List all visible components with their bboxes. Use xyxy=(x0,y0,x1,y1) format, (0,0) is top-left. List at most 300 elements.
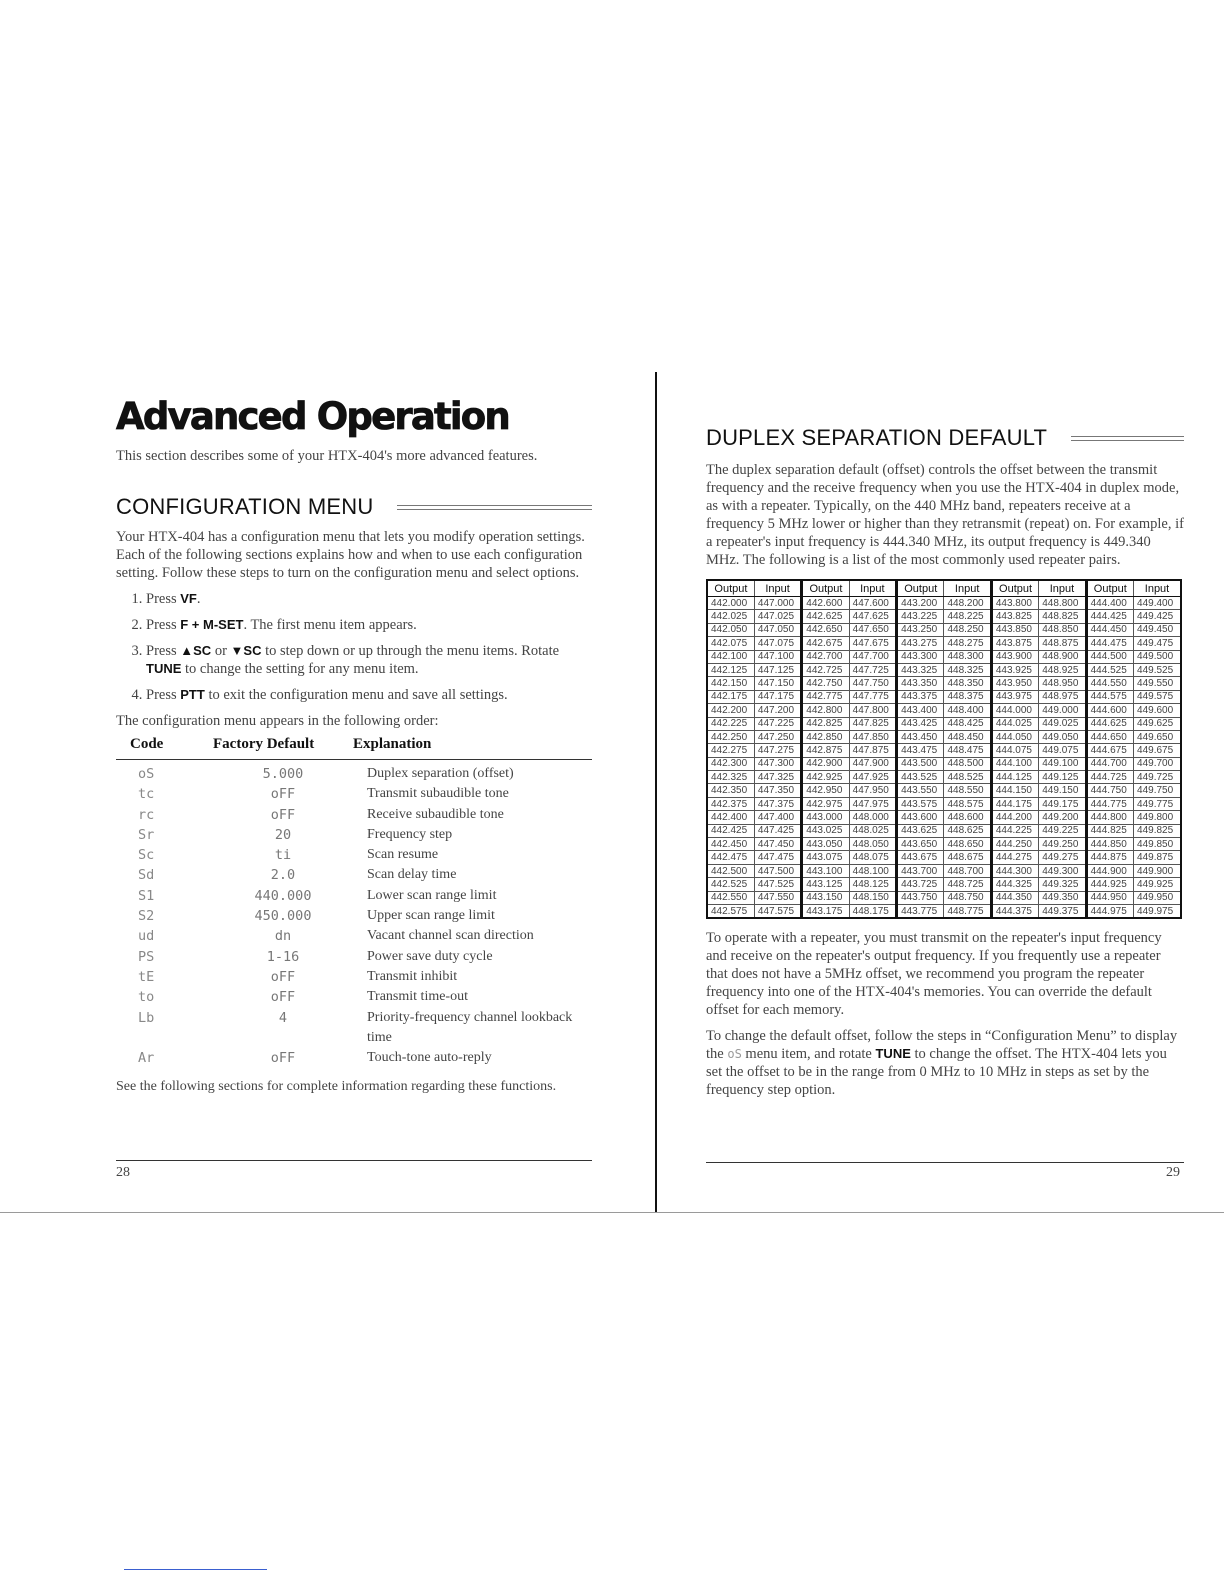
output-freq: 444.775 xyxy=(1086,797,1133,810)
output-freq: 443.500 xyxy=(897,757,944,770)
input-freq: 448.625 xyxy=(944,824,991,837)
input-freq: 448.400 xyxy=(944,704,991,717)
output-freq: 442.175 xyxy=(707,690,754,703)
output-freq: 443.725 xyxy=(897,878,944,891)
output-freq: 444.925 xyxy=(1086,878,1133,891)
step-1: 1. Press VF. xyxy=(146,590,592,608)
output-freq: 442.325 xyxy=(707,771,754,784)
output-freq: 442.725 xyxy=(802,663,849,676)
config-row xyxy=(116,906,592,926)
config-code: to xyxy=(138,989,155,1006)
page-number-right: 29 xyxy=(1166,1165,1180,1180)
input-freq: 447.375 xyxy=(754,797,801,810)
input-freq: 447.100 xyxy=(754,650,801,663)
freq-row xyxy=(707,677,1181,690)
freq-row xyxy=(707,838,1181,851)
input-header: Input xyxy=(1134,580,1181,597)
output-freq: 442.675 xyxy=(802,637,849,650)
input-freq: 449.350 xyxy=(1039,891,1086,904)
input-freq: 448.575 xyxy=(944,797,991,810)
output-freq: 442.575 xyxy=(707,904,754,918)
input-freq: 449.175 xyxy=(1039,797,1086,810)
output-freq: 442.750 xyxy=(802,677,849,690)
output-freq: 444.450 xyxy=(1086,623,1133,636)
output-freq: 442.600 xyxy=(802,597,849,610)
config-explanation: Upper scan range limit xyxy=(367,908,495,924)
heading-rule xyxy=(397,505,592,510)
config-row xyxy=(116,805,592,825)
key-tune-inline: TUNE xyxy=(875,1046,911,1062)
freq-row xyxy=(707,878,1181,891)
output-freq: 443.050 xyxy=(802,838,849,851)
config-explanation: Transmit subaudible tone xyxy=(367,786,509,802)
input-freq: 448.125 xyxy=(849,878,896,891)
output-freq: 443.325 xyxy=(897,663,944,676)
config-row xyxy=(116,886,592,906)
freq-row xyxy=(707,610,1181,623)
output-freq: 444.000 xyxy=(991,704,1038,717)
output-freq: 444.575 xyxy=(1086,690,1133,703)
input-freq: 447.575 xyxy=(754,904,801,918)
input-freq: 448.425 xyxy=(944,717,991,730)
input-freq: 448.975 xyxy=(1039,690,1086,703)
input-freq: 447.000 xyxy=(754,597,801,610)
output-freq: 442.900 xyxy=(802,757,849,770)
config-row xyxy=(116,760,592,785)
input-freq: 449.025 xyxy=(1039,717,1086,730)
output-freq: 442.700 xyxy=(802,650,849,663)
inline-code: oS xyxy=(727,1047,742,1062)
freq-row xyxy=(707,704,1181,717)
input-freq: 447.825 xyxy=(849,717,896,730)
output-freq: 443.625 xyxy=(897,824,944,837)
input-freq: 449.275 xyxy=(1039,851,1086,864)
config-explanation: Frequency step xyxy=(367,826,453,842)
input-freq: 447.525 xyxy=(754,878,801,891)
output-freq: 443.250 xyxy=(897,623,944,636)
output-freq: 444.025 xyxy=(991,717,1038,730)
config-code: tc xyxy=(138,786,155,803)
output-freq: 442.075 xyxy=(707,637,754,650)
input-freq: 449.525 xyxy=(1134,663,1181,676)
input-freq: 449.625 xyxy=(1134,717,1181,730)
output-freq: 442.425 xyxy=(707,824,754,837)
output-freq: 443.950 xyxy=(991,677,1038,690)
config-explanation: Scan delay time xyxy=(367,867,457,883)
freq-row xyxy=(707,891,1181,904)
output-freq: 442.825 xyxy=(802,717,849,730)
input-freq: 447.850 xyxy=(849,730,896,743)
config-explanation: Transmit time-out xyxy=(367,989,468,1005)
config-row xyxy=(116,926,592,946)
input-freq: 448.800 xyxy=(1039,597,1086,610)
order-text: The configuration menu appears in the following order: xyxy=(116,713,439,729)
col-default: Factory Default xyxy=(213,736,353,760)
config-code: ud xyxy=(138,928,155,945)
input-freq: 449.375 xyxy=(1039,904,1086,918)
input-header: Input xyxy=(1039,580,1086,597)
config-row xyxy=(116,987,592,1007)
duplex-heading xyxy=(706,425,1184,451)
config-default: 20 xyxy=(274,826,292,843)
output-freq: 444.075 xyxy=(991,744,1038,757)
output-freq: 443.275 xyxy=(897,637,944,650)
output-freq: 444.325 xyxy=(991,878,1038,891)
config-row xyxy=(116,1008,592,1048)
output-header: Output xyxy=(991,580,1038,597)
output-freq: 442.975 xyxy=(802,797,849,810)
input-freq: 448.200 xyxy=(944,597,991,610)
output-freq: 443.750 xyxy=(897,891,944,904)
freq-row xyxy=(707,717,1181,730)
input-freq: 448.475 xyxy=(944,744,991,757)
input-freq: 448.225 xyxy=(944,610,991,623)
step-2: 2. Press F + M-SET. The first menu item appears. xyxy=(146,616,592,634)
input-freq: 447.675 xyxy=(849,637,896,650)
config-code: Sr xyxy=(138,826,155,843)
output-freq: 443.900 xyxy=(991,650,1038,663)
config-row xyxy=(116,845,592,865)
output-freq: 443.850 xyxy=(991,623,1038,636)
input-freq: 448.550 xyxy=(944,784,991,797)
output-freq: 443.400 xyxy=(897,704,944,717)
freq-row xyxy=(707,663,1181,676)
input-freq: 449.075 xyxy=(1039,744,1086,757)
input-freq: 449.775 xyxy=(1134,797,1181,810)
output-freq: 442.650 xyxy=(802,623,849,636)
step-4: 4. Press PTT to exit the configuration menu and save all settings. xyxy=(146,686,592,704)
input-freq: 447.500 xyxy=(754,864,801,877)
input-freq: 448.875 xyxy=(1039,637,1086,650)
input-freq: 449.875 xyxy=(1134,851,1181,864)
input-freq: 448.025 xyxy=(849,824,896,837)
key-ptt: PTT xyxy=(180,687,205,702)
spread-bottom-edge xyxy=(0,1212,1224,1213)
output-freq: 444.275 xyxy=(991,851,1038,864)
output-freq: 443.550 xyxy=(897,784,944,797)
freq-row xyxy=(707,797,1181,810)
input-freq: 449.675 xyxy=(1134,744,1181,757)
config-default: 5.000 xyxy=(262,766,304,782)
blue-underline xyxy=(124,1569,267,1570)
input-freq: 448.600 xyxy=(944,811,991,824)
output-freq: 442.475 xyxy=(707,851,754,864)
freq-row xyxy=(707,864,1181,877)
output-header: Output xyxy=(802,580,849,597)
config-default: oFF xyxy=(270,968,296,985)
config-explanation: Receive subaudible tone xyxy=(367,806,504,822)
input-freq: 448.525 xyxy=(944,771,991,784)
output-header: Output xyxy=(1086,580,1133,597)
output-freq: 444.800 xyxy=(1086,811,1133,824)
config-code: PS xyxy=(138,948,155,965)
freq-row xyxy=(707,784,1181,797)
key-f-mset: F + M-SET xyxy=(180,617,244,632)
output-freq: 444.150 xyxy=(991,784,1038,797)
section-intro: Your HTX-404 has a configuration menu that lets you modify operation settings. Each of the following sections explains how and when to use each configuration setting. Follow these steps to turn on the configuration menu and select options. xyxy=(116,529,585,581)
output-freq: 443.150 xyxy=(802,891,849,904)
col-code: Code xyxy=(116,736,213,760)
config-default: dn xyxy=(274,928,292,945)
output-freq: 444.050 xyxy=(991,730,1038,743)
input-freq: 447.025 xyxy=(754,610,801,623)
input-freq: 449.700 xyxy=(1134,757,1181,770)
input-freq: 448.275 xyxy=(944,637,991,650)
config-row xyxy=(116,865,592,885)
output-freq: 444.900 xyxy=(1086,864,1133,877)
input-freq: 447.975 xyxy=(849,797,896,810)
config-row xyxy=(116,784,592,804)
output-freq: 443.450 xyxy=(897,730,944,743)
input-freq: 447.125 xyxy=(754,663,801,676)
config-explanation: Transmit inhibit xyxy=(367,968,458,984)
freq-row xyxy=(707,597,1181,610)
output-freq: 444.425 xyxy=(1086,610,1133,623)
config-row xyxy=(116,967,592,987)
config-table xyxy=(116,736,592,1068)
input-freq: 447.250 xyxy=(754,730,801,743)
input-freq: 449.100 xyxy=(1039,757,1086,770)
input-freq: 448.000 xyxy=(849,811,896,824)
config-code: S2 xyxy=(138,908,155,925)
input-freq: 449.325 xyxy=(1039,878,1086,891)
page-number-left: 28 xyxy=(116,1165,130,1180)
output-freq: 444.200 xyxy=(991,811,1038,824)
input-freq: 447.425 xyxy=(754,824,801,837)
right-page xyxy=(706,425,1184,1099)
output-freq: 442.800 xyxy=(802,704,849,717)
config-default: ti xyxy=(274,847,292,864)
config-explanation: Duplex separation (offset) xyxy=(367,766,514,781)
input-freq: 448.925 xyxy=(1039,663,1086,676)
output-header: Output xyxy=(897,580,944,597)
config-default: 450.000 xyxy=(254,908,312,925)
output-freq: 443.675 xyxy=(897,851,944,864)
output-freq: 444.650 xyxy=(1086,730,1133,743)
freq-row xyxy=(707,904,1181,918)
output-freq: 442.500 xyxy=(707,864,754,877)
freq-row xyxy=(707,623,1181,636)
input-header: Input xyxy=(849,580,896,597)
page-title: Advanced Operation xyxy=(116,395,509,438)
output-freq: 443.025 xyxy=(802,824,849,837)
output-freq: 444.950 xyxy=(1086,891,1133,904)
config-default: 2.0 xyxy=(270,867,296,884)
output-freq: 444.225 xyxy=(991,824,1038,837)
output-freq: 444.825 xyxy=(1086,824,1133,837)
output-freq: 442.625 xyxy=(802,610,849,623)
output-freq: 442.400 xyxy=(707,811,754,824)
repeater-pairs-table xyxy=(706,579,1182,919)
config-menu-heading xyxy=(116,494,592,520)
output-freq: 444.600 xyxy=(1086,704,1133,717)
freq-row xyxy=(707,811,1181,824)
input-freq: 449.425 xyxy=(1134,610,1181,623)
input-freq: 448.825 xyxy=(1039,610,1086,623)
section-title-right: DUPLEX SEPARATION DEFAULT xyxy=(706,425,1048,450)
output-freq: 444.125 xyxy=(991,771,1038,784)
input-freq: 447.050 xyxy=(754,623,801,636)
output-freq: 442.525 xyxy=(707,878,754,891)
output-freq: 444.750 xyxy=(1086,784,1133,797)
output-freq: 443.575 xyxy=(897,797,944,810)
input-freq: 448.775 xyxy=(944,904,991,918)
config-default: 1-16 xyxy=(266,948,300,965)
output-freq: 442.375 xyxy=(707,797,754,810)
input-freq: 447.450 xyxy=(754,838,801,851)
output-freq: 443.800 xyxy=(991,597,1038,610)
page-gutter xyxy=(655,372,657,1212)
input-freq: 448.375 xyxy=(944,690,991,703)
freq-row xyxy=(707,851,1181,864)
input-freq: 447.650 xyxy=(849,623,896,636)
config-explanation: Priority-frequency channel lookback time xyxy=(367,1009,573,1045)
input-freq: 449.600 xyxy=(1134,704,1181,717)
input-freq: 448.450 xyxy=(944,730,991,743)
input-freq: 448.500 xyxy=(944,757,991,770)
input-freq: 449.225 xyxy=(1039,824,1086,837)
freq-row xyxy=(707,690,1181,703)
output-freq: 443.300 xyxy=(897,650,944,663)
output-freq: 443.425 xyxy=(897,717,944,730)
input-freq: 449.300 xyxy=(1039,864,1086,877)
output-freq: 443.875 xyxy=(991,637,1038,650)
input-freq: 449.850 xyxy=(1134,838,1181,851)
input-freq: 448.050 xyxy=(849,838,896,851)
intro-text: This section describes some of your HTX-404's more advanced features. xyxy=(116,448,538,464)
input-freq: 447.200 xyxy=(754,704,801,717)
output-freq: 443.075 xyxy=(802,851,849,864)
output-header: Output xyxy=(707,580,754,597)
key-up-sc: ▲SC xyxy=(180,643,212,658)
output-freq: 443.100 xyxy=(802,864,849,877)
input-freq: 448.950 xyxy=(1039,677,1086,690)
input-freq: 449.750 xyxy=(1134,784,1181,797)
output-freq: 442.100 xyxy=(707,650,754,663)
output-freq: 444.300 xyxy=(991,864,1038,877)
freq-row xyxy=(707,637,1181,650)
output-freq: 442.025 xyxy=(707,610,754,623)
duplex-intro: The duplex separation default (offset) controls the offset between the transmit frequency and the receive frequency when you use the HTX-404 in duplex mode, as with a repeater. Typically, on the 440 MHz band, repeaters receive at a frequency 5 MHz lower or higher than they retransmit (repeat) on. For example, if a repeater's input frequency is 444.340 MHz, its output frequency is 449.340 MHz. The following is a list of the most commonly used repeater pairs. xyxy=(706,462,1184,568)
output-freq: 442.250 xyxy=(707,730,754,743)
freq-row xyxy=(707,824,1181,837)
config-default: oFF xyxy=(270,1049,296,1066)
input-freq: 447.300 xyxy=(754,757,801,770)
input-freq: 447.350 xyxy=(754,784,801,797)
output-freq: 442.450 xyxy=(707,838,754,851)
input-freq: 449.900 xyxy=(1134,864,1181,877)
input-freq: 449.200 xyxy=(1039,811,1086,824)
output-freq: 442.000 xyxy=(707,597,754,610)
config-default: oFF xyxy=(270,786,296,803)
input-freq: 449.725 xyxy=(1134,771,1181,784)
input-header: Input xyxy=(754,580,801,597)
input-freq: 449.400 xyxy=(1134,597,1181,610)
input-freq: 449.000 xyxy=(1039,704,1086,717)
input-freq: 449.500 xyxy=(1134,650,1181,663)
output-freq: 442.225 xyxy=(707,717,754,730)
output-freq: 443.525 xyxy=(897,771,944,784)
output-freq: 443.175 xyxy=(802,904,849,918)
input-freq: 448.150 xyxy=(849,891,896,904)
config-explanation: Vacant channel scan direction xyxy=(367,928,534,944)
input-freq: 447.700 xyxy=(849,650,896,663)
input-freq: 447.075 xyxy=(754,637,801,650)
input-freq: 447.275 xyxy=(754,744,801,757)
input-freq: 449.475 xyxy=(1134,637,1181,650)
key-tune: TUNE xyxy=(146,661,182,676)
repeater-paragraph: To operate with a repeater, you must transmit on the repeater's input frequency and receive on the repeater's output frequency. If you frequently use a repeater that does not have a 5MHz offset, we recommend you program the repeater frequency into one of the HTX-404's memories. You can override the default offset for each memory. xyxy=(706,930,1162,1019)
input-freq: 447.875 xyxy=(849,744,896,757)
output-freq: 442.125 xyxy=(707,663,754,676)
input-freq: 448.325 xyxy=(944,663,991,676)
output-freq: 443.125 xyxy=(802,878,849,891)
config-code: Ar xyxy=(138,1049,155,1066)
input-freq: 449.150 xyxy=(1039,784,1086,797)
output-freq: 442.775 xyxy=(802,690,849,703)
input-freq: 448.850 xyxy=(1039,623,1086,636)
input-freq: 447.625 xyxy=(849,610,896,623)
config-explanation: Touch-tone auto-reply xyxy=(367,1049,492,1065)
steps-list xyxy=(116,590,592,704)
output-freq: 444.975 xyxy=(1086,904,1133,918)
output-freq: 443.375 xyxy=(897,690,944,703)
output-freq: 443.825 xyxy=(991,610,1038,623)
output-freq: 444.525 xyxy=(1086,663,1133,676)
input-header: Input xyxy=(944,580,991,597)
input-freq: 449.950 xyxy=(1134,891,1181,904)
input-freq: 447.950 xyxy=(849,784,896,797)
output-freq: 442.275 xyxy=(707,744,754,757)
input-freq: 447.150 xyxy=(754,677,801,690)
output-freq: 444.400 xyxy=(1086,597,1133,610)
input-freq: 448.300 xyxy=(944,650,991,663)
output-freq: 443.600 xyxy=(897,811,944,824)
config-code: Sd xyxy=(138,867,155,884)
input-freq: 448.175 xyxy=(849,904,896,918)
output-freq: 444.675 xyxy=(1086,744,1133,757)
freq-row xyxy=(707,730,1181,743)
output-freq: 442.875 xyxy=(802,744,849,757)
input-freq: 447.725 xyxy=(849,663,896,676)
input-freq: 447.900 xyxy=(849,757,896,770)
output-freq: 442.150 xyxy=(707,677,754,690)
output-freq: 443.975 xyxy=(991,690,1038,703)
output-freq: 443.475 xyxy=(897,744,944,757)
input-freq: 447.925 xyxy=(849,771,896,784)
key-down-sc: ▼SC xyxy=(230,643,262,658)
config-explanation: Power save duty cycle xyxy=(367,948,493,964)
output-freq: 444.100 xyxy=(991,757,1038,770)
input-freq: 449.975 xyxy=(1134,904,1181,918)
input-freq: 447.175 xyxy=(754,690,801,703)
input-freq: 447.550 xyxy=(754,891,801,904)
input-freq: 447.600 xyxy=(849,597,896,610)
input-freq: 447.800 xyxy=(849,704,896,717)
input-freq: 449.050 xyxy=(1039,730,1086,743)
col-explanation: Explanation xyxy=(353,736,592,760)
output-freq: 444.550 xyxy=(1086,677,1133,690)
input-freq: 449.925 xyxy=(1134,878,1181,891)
input-freq: 448.650 xyxy=(944,838,991,851)
output-freq: 444.250 xyxy=(991,838,1038,851)
input-freq: 448.900 xyxy=(1039,650,1086,663)
input-freq: 447.750 xyxy=(849,677,896,690)
output-freq: 442.300 xyxy=(707,757,754,770)
input-freq: 449.450 xyxy=(1134,623,1181,636)
input-freq: 449.550 xyxy=(1134,677,1181,690)
input-freq: 448.700 xyxy=(944,864,991,877)
